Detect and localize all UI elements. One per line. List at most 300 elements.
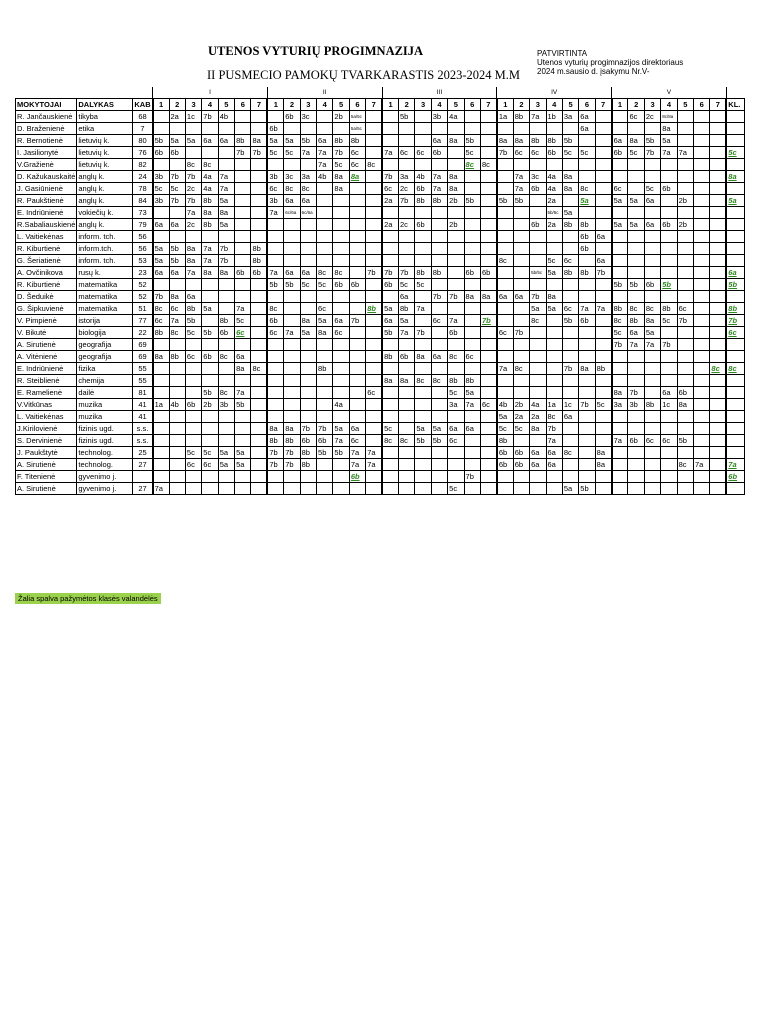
lesson-cell: 8c [366, 159, 382, 171]
lesson-cell: 8a [415, 351, 431, 363]
lesson-cell [349, 387, 365, 399]
lesson-cell: 6b [579, 243, 595, 255]
lesson-cell [267, 231, 283, 243]
lesson-cell [464, 447, 480, 459]
lesson-cell [415, 159, 431, 171]
lesson-cell: 6a [349, 423, 365, 435]
lesson-cell [169, 123, 185, 135]
teacher-name: V.Vitkūnas [16, 399, 77, 411]
lesson-cell: 6b [202, 351, 218, 363]
lesson-cell [595, 435, 611, 447]
lesson-cell [579, 327, 595, 339]
teacher-column-header: MOKYTOJAI [16, 99, 77, 111]
lesson-cell: 6a [431, 351, 447, 363]
lesson-cell [644, 207, 660, 219]
lesson-cell: 8b [546, 135, 562, 147]
lesson-cell: 6c [382, 183, 398, 195]
lesson-cell: 5c [202, 447, 218, 459]
lesson-cell: 4b [218, 111, 234, 123]
room-number: 82 [133, 159, 153, 171]
lesson-cell [267, 351, 283, 363]
lesson-cell [431, 255, 447, 267]
approval-line: Utenos vyturių progimnazijos direktoriaus [537, 58, 684, 67]
lesson-cell [333, 363, 349, 375]
lesson-cell [464, 315, 480, 327]
lesson-cell: 7b [644, 147, 660, 159]
lesson-cell: 4a [202, 183, 218, 195]
lesson-cell [628, 243, 644, 255]
lesson-cell: 8c [644, 303, 660, 315]
teacher-row [16, 387, 745, 399]
teacher-name: V. Bikutė [16, 327, 77, 339]
lesson-cell [677, 327, 693, 339]
lesson-cell [661, 231, 677, 243]
lesson-cell: 5a [202, 303, 218, 315]
lesson-cell: 5a [317, 315, 333, 327]
lesson-cell [382, 231, 398, 243]
lesson-cell [579, 171, 595, 183]
lesson-cell: 8b [628, 315, 644, 327]
room-number: 79 [133, 219, 153, 231]
lesson-cell: 8a [202, 207, 218, 219]
subject-name: matematika [77, 303, 133, 315]
lesson-cell [710, 375, 726, 387]
lesson-cell: 1c [661, 399, 677, 411]
lesson-cell [579, 279, 595, 291]
lesson-cell [431, 399, 447, 411]
lesson-cell [464, 123, 480, 135]
lesson-cell [284, 471, 300, 483]
lesson-cell [431, 447, 447, 459]
teacher-row [16, 267, 745, 279]
lesson-cell: 8b [398, 303, 414, 315]
lesson-cell [694, 171, 710, 183]
lesson-cell [349, 231, 365, 243]
lesson-cell [366, 255, 382, 267]
lesson-cell [694, 303, 710, 315]
lesson-cell: 3c [284, 171, 300, 183]
lesson-cell: 8b [415, 195, 431, 207]
lesson-cell [382, 483, 398, 495]
lesson-cell [595, 219, 611, 231]
teacher-name: S. Dervinienė [16, 435, 77, 447]
lesson-cell [333, 219, 349, 231]
lesson-cell: 5b [169, 255, 185, 267]
teacher-row [16, 195, 745, 207]
lesson-cell [284, 255, 300, 267]
lesson-cell [464, 435, 480, 447]
class-hour-cell [726, 219, 744, 231]
lesson-cell: 7b [382, 267, 398, 279]
lesson-cell: 3a [562, 111, 578, 123]
lesson-cell [333, 123, 349, 135]
lesson-cell [415, 411, 431, 423]
lesson-cell [546, 159, 562, 171]
lesson-cell [169, 423, 185, 435]
lesson-cell [644, 351, 660, 363]
lesson-cell: 8a [153, 351, 169, 363]
lesson-cell [169, 459, 185, 471]
lesson-cell [218, 231, 234, 243]
lesson-cell: 8b [153, 327, 169, 339]
teacher-row [16, 207, 745, 219]
period-number: 7 [251, 99, 267, 111]
lesson-cell [530, 435, 546, 447]
lesson-cell [710, 123, 726, 135]
lesson-cell [300, 387, 316, 399]
lesson-cell: 8b [579, 267, 595, 279]
blank-cell [726, 87, 744, 99]
lesson-cell [694, 111, 710, 123]
lesson-cell [661, 207, 677, 219]
lesson-cell [694, 267, 710, 279]
lesson-cell [530, 207, 546, 219]
lesson-cell [562, 423, 578, 435]
lesson-cell: 7b [366, 267, 382, 279]
lesson-cell: 7a [595, 303, 611, 315]
lesson-cell [628, 231, 644, 243]
lesson-cell [595, 375, 611, 387]
lesson-cell: 8c [562, 447, 578, 459]
subject-name: gyvenimo j. [77, 471, 133, 483]
lesson-cell: 8c [431, 375, 447, 387]
lesson-cell [218, 423, 234, 435]
lesson-cell [349, 183, 365, 195]
lesson-cell [300, 291, 316, 303]
lesson-cell: 7a [431, 183, 447, 195]
period-number: 3 [530, 99, 546, 111]
room-number: 22 [133, 327, 153, 339]
period-number: 7 [710, 99, 726, 111]
lesson-cell: 7a [382, 147, 398, 159]
period-number: 2 [284, 99, 300, 111]
teacher-row [16, 243, 745, 255]
lesson-cell [694, 231, 710, 243]
lesson-cell: 8c [382, 435, 398, 447]
lesson-cell [398, 231, 414, 243]
lesson-cell [349, 363, 365, 375]
lesson-cell [497, 159, 513, 171]
lesson-cell [644, 231, 660, 243]
lesson-cell: 2c [185, 183, 201, 195]
lesson-cell [710, 315, 726, 327]
lesson-cell [382, 411, 398, 423]
lesson-cell [612, 447, 628, 459]
lesson-cell [218, 471, 234, 483]
lesson-cell [382, 339, 398, 351]
lesson-cell [169, 435, 185, 447]
week-label: IV [497, 87, 612, 99]
lesson-cell [661, 411, 677, 423]
lesson-cell [661, 291, 677, 303]
lesson-cell: 7b [218, 255, 234, 267]
lesson-cell [218, 123, 234, 135]
lesson-cell: 4a [530, 399, 546, 411]
lesson-cell: 7a [185, 207, 201, 219]
lesson-cell [530, 159, 546, 171]
lesson-cell [628, 291, 644, 303]
lesson-cell [366, 195, 382, 207]
lesson-cell [333, 255, 349, 267]
teacher-name: J. Gasiūnienė [16, 183, 77, 195]
lesson-cell: 4b [169, 399, 185, 411]
lesson-cell: 8a [612, 387, 628, 399]
lesson-cell: 6b [448, 327, 464, 339]
lesson-cell [431, 471, 447, 483]
lesson-cell: 8c [251, 363, 267, 375]
lesson-cell [677, 135, 693, 147]
lesson-cell [612, 267, 628, 279]
lesson-cell [579, 411, 595, 423]
lesson-cell: 6a [595, 231, 611, 243]
lesson-cell: 8b [431, 267, 447, 279]
lesson-cell [398, 207, 414, 219]
lesson-cell [480, 459, 496, 471]
lesson-cell: 5a [546, 303, 562, 315]
lesson-cell [612, 411, 628, 423]
lesson-cell: 6a [530, 447, 546, 459]
lesson-cell: 7b [431, 291, 447, 303]
lesson-cell [251, 279, 267, 291]
lesson-cell [349, 483, 365, 495]
period-number: 7 [595, 99, 611, 111]
lesson-cell [562, 291, 578, 303]
lesson-cell [595, 135, 611, 147]
lesson-cell [628, 255, 644, 267]
lesson-cell: 8a [398, 375, 414, 387]
lesson-cell [677, 339, 693, 351]
lesson-cell: 5b [185, 315, 201, 327]
lesson-cell: 6c [267, 327, 283, 339]
lesson-cell: 2b [677, 195, 693, 207]
lesson-cell [710, 135, 726, 147]
lesson-cell [251, 207, 267, 219]
subject-name: technolog. [77, 447, 133, 459]
room-number: 55 [133, 375, 153, 387]
lesson-cell: 7b [382, 171, 398, 183]
lesson-cell: 5b [267, 279, 283, 291]
lesson-cell [694, 219, 710, 231]
lesson-cell [612, 291, 628, 303]
lesson-cell [448, 339, 464, 351]
lesson-cell: 5a [464, 387, 480, 399]
lesson-cell [448, 279, 464, 291]
lesson-cell [710, 255, 726, 267]
teacher-name: G. Šipkuvienė [16, 303, 77, 315]
lesson-cell [612, 423, 628, 435]
lesson-cell [333, 387, 349, 399]
lesson-cell [284, 243, 300, 255]
lesson-cell [333, 483, 349, 495]
lesson-cell [612, 207, 628, 219]
teacher-name: R. Kiburtienė [16, 243, 77, 255]
lesson-cell [267, 411, 283, 423]
lesson-cell [366, 291, 382, 303]
teacher-row [16, 147, 745, 159]
lesson-cell [694, 147, 710, 159]
teacher-name: R. Bernotienė [16, 135, 77, 147]
lesson-cell [382, 255, 398, 267]
lesson-cell: 6b [218, 327, 234, 339]
teacher-row [16, 435, 745, 447]
lesson-cell [562, 327, 578, 339]
lesson-cell: 7b [267, 447, 283, 459]
lesson-cell: 8b [218, 315, 234, 327]
lesson-cell [366, 351, 382, 363]
lesson-cell: 8c [218, 387, 234, 399]
lesson-cell: 6a [185, 291, 201, 303]
lesson-cell [464, 231, 480, 243]
lesson-cell [464, 111, 480, 123]
lesson-cell [644, 447, 660, 459]
lesson-cell: 8a [579, 363, 595, 375]
lesson-cell: 6b [497, 459, 513, 471]
lesson-cell: 6b [661, 219, 677, 231]
lesson-cell: 6b [513, 447, 529, 459]
lesson-cell [185, 471, 201, 483]
lesson-cell [562, 459, 578, 471]
lesson-cell [464, 411, 480, 423]
lesson-cell [333, 411, 349, 423]
lesson-cell: 5b [300, 135, 316, 147]
lesson-cell [710, 147, 726, 159]
lesson-cell [284, 315, 300, 327]
lesson-cell: 6b [267, 123, 283, 135]
teacher-name: G. Šeriatienė [16, 255, 77, 267]
lesson-cell [366, 207, 382, 219]
subject-name: geografija [77, 351, 133, 363]
class-hour-cell: 6c [726, 327, 744, 339]
lesson-cell [710, 183, 726, 195]
lesson-cell: 8a [448, 171, 464, 183]
lesson-cell [317, 231, 333, 243]
lesson-cell [317, 291, 333, 303]
lesson-cell [382, 159, 398, 171]
lesson-cell: 6a [464, 423, 480, 435]
lesson-cell: 6a [284, 195, 300, 207]
lesson-cell [480, 411, 496, 423]
lesson-cell: 7a [513, 171, 529, 183]
lesson-cell: 8b [562, 219, 578, 231]
lesson-cell: 3b [218, 399, 234, 411]
lesson-cell [366, 339, 382, 351]
lesson-cell: 6b [644, 279, 660, 291]
lesson-cell: 8a [464, 291, 480, 303]
lesson-cell [710, 423, 726, 435]
lesson-cell: 8a [562, 171, 578, 183]
teacher-row [16, 423, 745, 435]
lesson-cell: 8c [169, 327, 185, 339]
lesson-cell [710, 303, 726, 315]
room-number: 7 [133, 123, 153, 135]
lesson-cell [235, 123, 251, 135]
lesson-cell: 5b [579, 483, 595, 495]
lesson-cell: 4b [415, 171, 431, 183]
lesson-cell [595, 291, 611, 303]
lesson-cell: 5a [284, 135, 300, 147]
subject-name: inform.tch. [77, 243, 133, 255]
subject-name: fizika [77, 363, 133, 375]
lesson-cell [415, 399, 431, 411]
lesson-cell [562, 159, 578, 171]
teacher-row [16, 255, 745, 267]
lesson-cell: 6c [448, 435, 464, 447]
lesson-cell: 6c [677, 303, 693, 315]
lesson-cell [153, 111, 169, 123]
lesson-cell [431, 219, 447, 231]
lesson-cell: 8c [628, 303, 644, 315]
lesson-cell [595, 111, 611, 123]
lesson-cell [169, 387, 185, 399]
lesson-cell [644, 471, 660, 483]
lesson-cell: 7a [235, 303, 251, 315]
lesson-cell [513, 231, 529, 243]
lesson-cell: 7a [661, 147, 677, 159]
lesson-cell [235, 255, 251, 267]
lesson-cell: 5a [153, 255, 169, 267]
lesson-cell [677, 363, 693, 375]
lesson-cell [185, 279, 201, 291]
lesson-cell [480, 327, 496, 339]
lesson-cell [546, 243, 562, 255]
lesson-cell [267, 483, 283, 495]
lesson-cell [251, 111, 267, 123]
teacher-row [16, 351, 745, 363]
legend-note: Žalia spalva pažymėtos klasės valandėlės [15, 593, 161, 604]
lesson-cell: 6b [235, 267, 251, 279]
lesson-cell [218, 483, 234, 495]
lesson-cell [284, 363, 300, 375]
subject-name: biologija [77, 327, 133, 339]
teacher-name: I. Jasilionytė [16, 147, 77, 159]
lesson-cell [251, 327, 267, 339]
lesson-cell [366, 471, 382, 483]
teacher-name: L. Vaitiekėnas [16, 231, 77, 243]
lesson-cell [513, 315, 529, 327]
lesson-cell: 5c [448, 387, 464, 399]
lesson-cell [235, 207, 251, 219]
lesson-cell [235, 183, 251, 195]
lesson-cell: 8c [398, 435, 414, 447]
lesson-cell [710, 231, 726, 243]
lesson-cell [218, 147, 234, 159]
lesson-cell: 5c [153, 183, 169, 195]
lesson-cell: 8c [415, 375, 431, 387]
lesson-cell [661, 195, 677, 207]
lesson-cell: 8c [300, 183, 316, 195]
lesson-cell: 8b [202, 195, 218, 207]
lesson-cell: 8c [464, 159, 480, 171]
lesson-cell: 5c [644, 183, 660, 195]
period-number: 6 [235, 99, 251, 111]
lesson-cell [710, 219, 726, 231]
lesson-cell: 5c [235, 315, 251, 327]
lesson-cell [333, 339, 349, 351]
lesson-cell: 8a [644, 315, 660, 327]
lesson-cell [644, 123, 660, 135]
lesson-cell [710, 447, 726, 459]
lesson-cell: 6c [612, 183, 628, 195]
lesson-cell [513, 279, 529, 291]
lesson-cell [612, 111, 628, 123]
lesson-cell: 8a [267, 423, 283, 435]
lesson-cell [595, 159, 611, 171]
lesson-cell: 7a [185, 267, 201, 279]
lesson-cell [480, 447, 496, 459]
lesson-cell [579, 471, 595, 483]
lesson-cell [513, 267, 529, 279]
lesson-cell: 8b [644, 399, 660, 411]
